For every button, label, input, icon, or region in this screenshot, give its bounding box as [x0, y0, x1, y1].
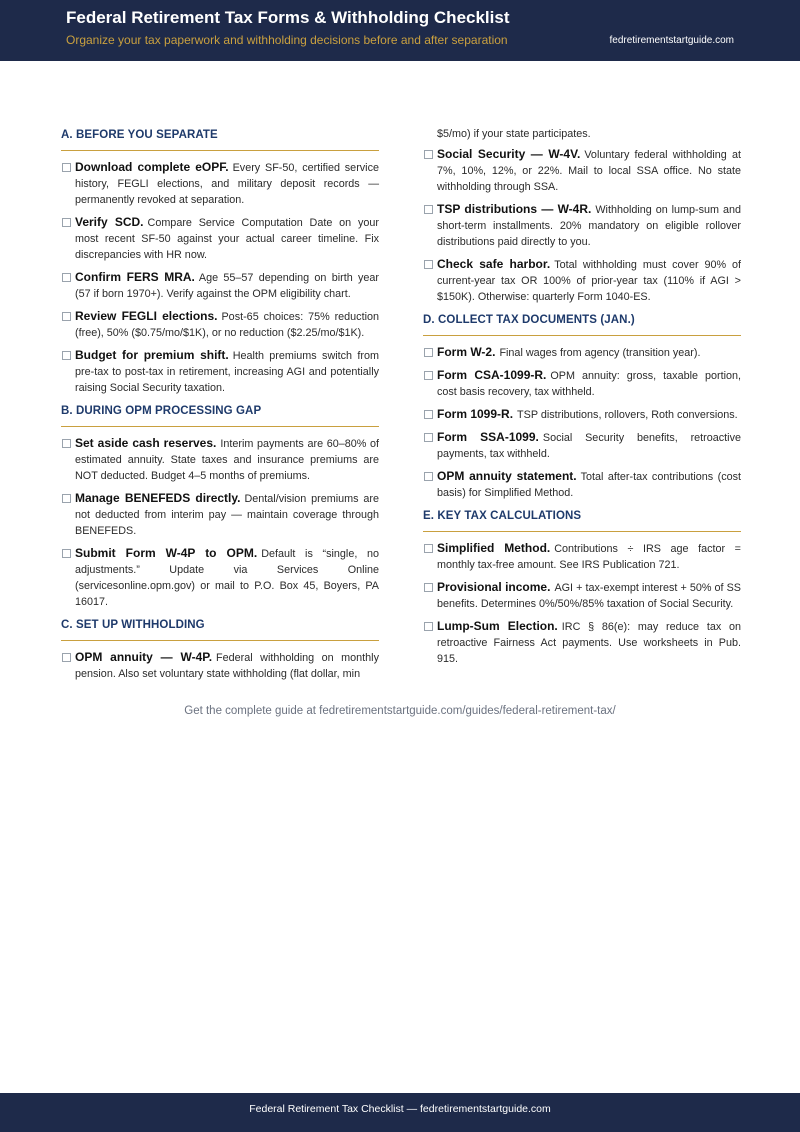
checklist-item [423, 256, 741, 305]
footer-text: Federal Retirement Tax Checklist — fedretirementstartguide.com [249, 1103, 551, 1115]
item-text: Default is “single, no adjustments.” Update via Services Online (servicesonline.opm.gov) or mail to P.O. Box 45, Boyers, PA 16017. [75, 548, 379, 608]
item-title: Simplified Method. [437, 541, 551, 555]
checkbox[interactable] [62, 163, 71, 172]
checklist-item [423, 579, 741, 612]
checkbox[interactable] [62, 218, 71, 227]
section-before-separate [61, 129, 379, 396]
item-text: Every SF-50, certified service history, FEGLI elections, and military deposit records — permanently revoked at separation. [75, 162, 379, 206]
left-column [61, 120, 379, 688]
section-heading: D. COLLECT TAX DOCUMENTS (JAN.) [423, 314, 741, 336]
checklist-item [61, 435, 379, 484]
checklist-item [423, 344, 741, 361]
checklist-item [423, 468, 741, 501]
section-key-tax-calculations [423, 510, 741, 667]
checkbox[interactable] [62, 549, 71, 558]
item-text: Dental/vision premiums are not deducted from interim pay — maintain coverage through BENEFEDS. [75, 493, 379, 537]
header-site-link[interactable]: fedretirementstartguide.com [609, 35, 734, 46]
item-text: Age 55–57 depending on birth year (57 if born 1970+). Verify against the OPM eligibility chart. [75, 272, 379, 300]
item-text: Interim payments are 60–80% of estimated annuity. State taxes and insurance premiums are NOT deducted. Budget 4–5 months of premiums. [75, 438, 379, 482]
item-text: Voluntary federal withholding at 7%, 10%, 12%, or 22%. Mail to local SSA office. No state withholding through SSA. [437, 149, 741, 193]
checklist-item [61, 545, 379, 610]
item-text: Total after-tax contributions (cost basis) for Simplified Method. [437, 471, 742, 499]
item-text: TSP distributions, rollovers, Roth conversions. [517, 409, 738, 421]
checkbox[interactable] [424, 622, 433, 631]
item-text: Total withholding must cover 90% of current-year tax OR 100% of prior-year tax (110% if AGI > $150K). Otherwise: quarterly Form 1040-ES. [437, 259, 741, 303]
item-title: Submit Form W-4P to OPM. [75, 546, 258, 560]
checklist-item [61, 269, 379, 302]
item-title: Form SSA-1099. [437, 430, 539, 444]
item-text-continued: $5/mo) if your state participates. [437, 128, 591, 140]
section-collect-tax-documents [423, 314, 741, 501]
checklist-item [61, 308, 379, 341]
checkbox[interactable] [424, 260, 433, 269]
section-heading: B. DURING OPM PROCESSING GAP [61, 405, 379, 427]
item-text: Final wages from agency (transition year). [499, 347, 701, 359]
item-title: Lump-Sum Election. [437, 619, 558, 633]
checklist-item [61, 159, 379, 208]
item-title: TSP distributions — W-4R. [437, 202, 592, 216]
checklist-item [423, 367, 741, 400]
page-title: Federal Retirement Tax Forms & Withholding Checklist [66, 8, 510, 27]
item-title: Form 1099-R. [437, 407, 514, 421]
checkbox[interactable] [424, 583, 433, 592]
item-title: Review FEGLI elections. [75, 309, 218, 323]
checklist-item [423, 146, 741, 195]
checklist-item [423, 201, 741, 250]
item-title: OPM annuity — W-4P. [75, 650, 213, 664]
item-title: Social Security — W-4V. [437, 147, 581, 161]
item-title: Download complete eOPF. [75, 160, 229, 174]
checklist-item [423, 618, 741, 667]
item-text: Withholding on lump-sum and short-term installments. 20% mandatory on eligible rollover distributions paid directly to you. [437, 204, 741, 248]
item-text: AGI + tax-exempt interest + 50% of SS benefits. Determines 0%/50%/85% taxation of Social Security. [437, 582, 741, 610]
checkbox[interactable] [424, 348, 433, 357]
checklist-item [61, 347, 379, 396]
item-title: Budget for premium shift. [75, 348, 229, 362]
checkbox[interactable] [424, 472, 433, 481]
page-subtitle: Organize your tax paperwork and withholding decisions before and after separation [66, 33, 508, 47]
checklist-item [61, 214, 379, 263]
item-title: Confirm FERS MRA. [75, 270, 195, 284]
item-title: Set aside cash reserves. [75, 436, 217, 450]
section-heading: A. BEFORE YOU SEPARATE [61, 129, 379, 151]
item-text: Federal withholding on monthly pension. Also set voluntary state withholding (flat dollar, min [75, 652, 379, 680]
checkbox[interactable] [424, 544, 433, 553]
checkbox[interactable] [424, 433, 433, 442]
checkbox[interactable] [62, 351, 71, 360]
checkbox[interactable] [62, 273, 71, 282]
checkbox[interactable] [424, 150, 433, 159]
item-title: Manage BENEFEDS directly. [75, 491, 241, 505]
item-text: Social Security benefits, retroactive payments, tax withheld. [437, 432, 741, 460]
checkbox[interactable] [62, 312, 71, 321]
item-text: Health premiums switch from pre-tax to post-tax in retirement, increasing AGI and potentially raising Social Security taxation. [75, 350, 379, 394]
checkbox[interactable] [424, 205, 433, 214]
section-set-up-withholding [61, 619, 379, 682]
checkbox[interactable] [62, 439, 71, 448]
checklist-item [423, 540, 741, 573]
checklist-item [61, 490, 379, 539]
item-title: OPM annuity statement. [437, 469, 577, 483]
item-text: IRC § 86(e): may reduce tax on retroactive Fairness Act payments. Use worksheets in Pub. 915. [437, 621, 741, 665]
right-column [423, 126, 741, 673]
checkbox[interactable] [62, 494, 71, 503]
checklist-item [423, 406, 741, 423]
header-banner [0, 0, 800, 61]
item-title: Form W-2. [437, 345, 496, 359]
checkbox[interactable] [62, 653, 71, 662]
checkbox[interactable] [424, 410, 433, 419]
section-opm-processing-gap [61, 405, 379, 610]
item-title: Verify SCD. [75, 215, 144, 229]
item-title: Provisional income. [437, 580, 551, 594]
item-text: Compare Service Computation Date on your most recent SF-50 against your actual career timeline. Fix discrepancies with HR now. [75, 217, 379, 261]
checkbox[interactable] [424, 371, 433, 380]
section-heading: E. KEY TAX CALCULATIONS [423, 510, 741, 532]
item-title: Check safe harbor. [437, 257, 551, 271]
checklist-item [423, 429, 741, 462]
section-heading: C. SET UP WITHHOLDING [61, 619, 379, 641]
item-text: Post-65 choices: 75% reduction (free), 50% ($0.75/mo/$1K), or no reduction ($2.25/mo/$1K). [75, 311, 379, 339]
item-text: OPM annuity: gross, taxable portion, cost basis recovery, tax withheld. [437, 370, 741, 398]
item-text: Contributions ÷ IRS age factor = monthly tax-free amount. See IRS Publication 721. [437, 543, 741, 571]
item-title: Form CSA-1099-R. [437, 368, 547, 382]
checklist-item [61, 649, 379, 682]
guide-link[interactable]: Get the complete guide at fedretirementstartguide.com/guides/federal-retirement-tax/ [184, 705, 616, 717]
